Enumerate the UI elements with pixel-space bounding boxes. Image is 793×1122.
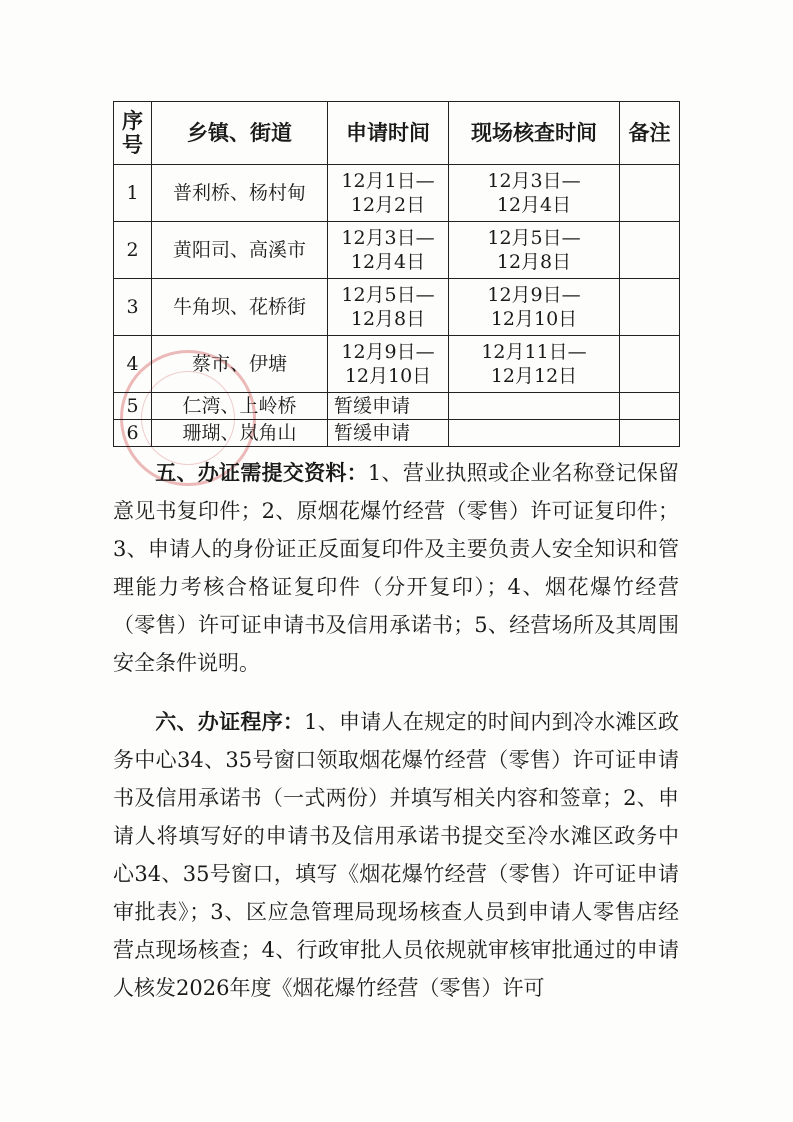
cell-check — [449, 279, 620, 336]
cell-check — [449, 165, 620, 222]
apply-start: 12月5日— — [341, 284, 435, 306]
cell-town: 普利桥、杨村甸 — [152, 165, 328, 222]
cell-note — [620, 420, 680, 447]
table-row — [114, 222, 680, 279]
header-note: 备注 — [620, 102, 680, 165]
header-no: 序号 — [114, 102, 152, 165]
apply-end: 12月8日 — [350, 308, 426, 330]
table-header-row — [114, 102, 680, 165]
cell-apply — [328, 279, 449, 336]
cell-check — [449, 420, 620, 447]
apply-start: 12月1日— — [341, 170, 435, 192]
apply-start: 12月9日— — [341, 341, 435, 363]
table-row — [114, 336, 680, 393]
cell-apply — [328, 165, 449, 222]
section-5-heading: 五、办证需提交资料： — [155, 460, 368, 485]
cell-town: 仁湾、上岭桥 — [152, 393, 328, 420]
cell-note — [620, 393, 680, 420]
cell-check — [449, 222, 620, 279]
cell-check — [449, 393, 620, 420]
cell-no: 6 — [114, 420, 152, 447]
cell-no: 3 — [114, 279, 152, 336]
cell-apply — [328, 222, 449, 279]
table-row — [114, 279, 680, 336]
cell-check — [449, 336, 620, 393]
cell-apply: 暂缓申请 — [328, 420, 449, 447]
cell-note — [620, 222, 680, 279]
header-apply-time: 申请时间 — [328, 102, 449, 165]
cell-note — [620, 165, 680, 222]
cell-town: 珊瑚、岚角山 — [152, 420, 328, 447]
table-row — [114, 165, 680, 222]
cell-apply — [328, 336, 449, 393]
cell-town: 蔡市、伊塘 — [152, 336, 328, 393]
header-check-time: 现场核查时间 — [449, 102, 620, 165]
apply-end: 12月2日 — [350, 194, 426, 216]
cell-town: 牛角坝、花桥街 — [152, 279, 328, 336]
check-end: 12月10日 — [490, 308, 578, 330]
cell-no: 2 — [114, 222, 152, 279]
cell-town: 黄阳司、高溪市 — [152, 222, 328, 279]
check-start: 12月3日— — [487, 170, 581, 192]
header-town: 乡镇、街道 — [152, 102, 328, 165]
check-start: 12月9日— — [487, 284, 581, 306]
check-end: 12月4日 — [496, 194, 572, 216]
section-5-body: 1、营业执照或企业名称登记保留意见书复印件；2、原烟花爆竹经营（零售）许可证复印件；3、申请人的身份证正反面复印件及主要负责人安全知识和管理能力考核合格证复印件（分开复印）；4、烟花爆竹经营（零售）许可证申请书及信用承诺书；5、经营场所及其周围安全条件说明。 — [113, 461, 679, 675]
schedule-table — [113, 101, 680, 447]
check-end: 12月12日 — [490, 365, 578, 387]
apply-start: 12月3日— — [341, 227, 435, 249]
section-5-paragraph — [113, 454, 679, 682]
cell-no: 4 — [114, 336, 152, 393]
cell-note — [620, 279, 680, 336]
table-row — [114, 420, 680, 447]
apply-end: 12月4日 — [350, 251, 426, 273]
cell-no: 5 — [114, 393, 152, 420]
table-row — [114, 393, 680, 420]
cell-apply: 暂缓申请 — [328, 393, 449, 420]
check-start: 12月11日— — [481, 341, 587, 363]
section-6-heading: 六、办证程序： — [155, 709, 305, 734]
check-end: 12月8日 — [496, 251, 572, 273]
apply-end: 12月10日 — [344, 365, 432, 387]
section-6-body: 1、申请人在规定的时间内到冷水滩区政务中心34、35号窗口领取烟花爆竹经营（零售）许可证申请书及信用承诺书（一式两份）并填写相关内容和签章；2、申请人将填写好的申请书及信用承诺书提交至冷水滩区政务中心34、35号窗口，填写《烟花爆竹经营（零售）许可证申请审批表》；3、区应急管理局现场核查人员到申请人零售店经营点现场核查；4、行政审批人员依规就审核审批通过的申请人核发2026年度《烟花爆竹经营（零售）许可 — [113, 710, 679, 1000]
check-start: 12月5日— — [487, 227, 581, 249]
cell-note — [620, 336, 680, 393]
section-6-paragraph — [113, 703, 679, 1007]
cell-no: 1 — [114, 165, 152, 222]
